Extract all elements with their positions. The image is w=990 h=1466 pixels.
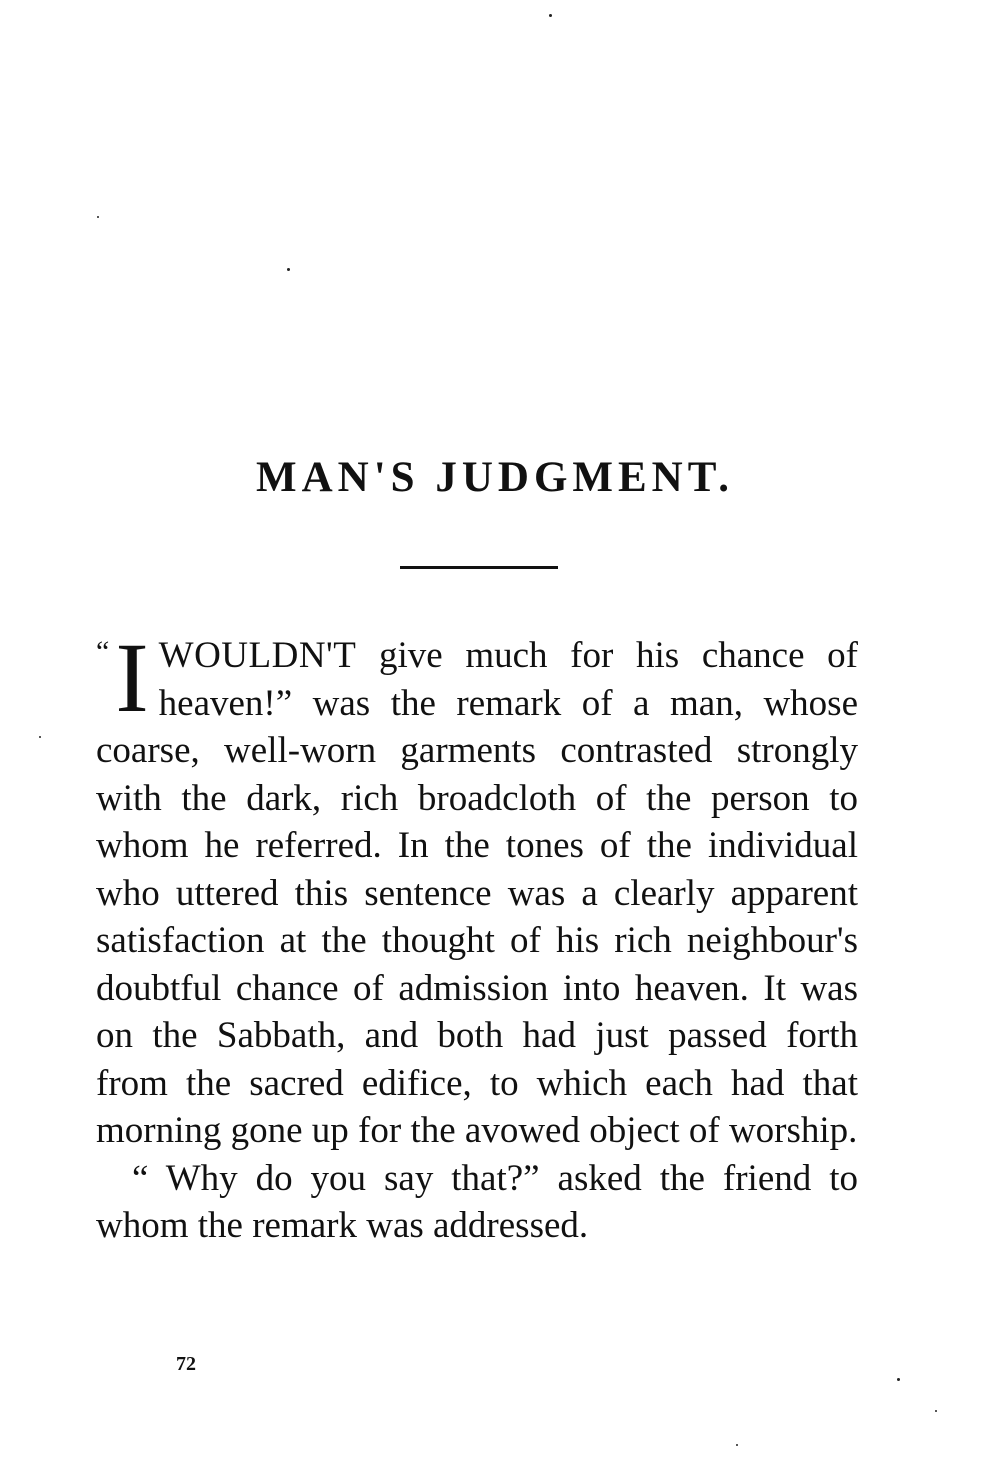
drop-cap	[96, 622, 149, 733]
scan-speck	[287, 268, 290, 271]
body-text	[96, 622, 858, 1250]
scan-speck	[897, 1378, 900, 1381]
lead-words: WOULDN'T	[158, 635, 357, 676]
title-rule	[400, 566, 558, 569]
drop-cap-quote: “	[96, 635, 110, 668]
paragraph-2: “ Why do you say that?” asked the friend to whom the remark was addressed.	[96, 1157, 858, 1246]
scan-speck	[736, 1444, 738, 1446]
chapter-title: MAN'S JUDGMENT.	[256, 454, 734, 501]
paragraph-1-text: give much for his chance of heaven!” was the remark of a man, whose coarse, well-worn garments contrasted strongly with the dark, rich broadcloth of the person to whom he referred. In the tones of the individual who uttered this sentence was a clearly apparent satisfaction at the thought of his rich neighbour's doubtful chance of admission into heaven. It was on the Sabbath, and both had just passed forth from the sacred edifice, to which each had that morning gone up for the avowed object of worship.	[96, 635, 858, 1151]
scan-speck	[935, 1410, 937, 1412]
page-number: 72	[176, 1353, 196, 1375]
drop-cap-letter: I	[115, 622, 149, 733]
scan-speck	[549, 14, 552, 17]
scan-speck	[39, 736, 41, 738]
paragraph-1	[96, 622, 858, 1155]
scan-speck	[97, 216, 99, 218]
